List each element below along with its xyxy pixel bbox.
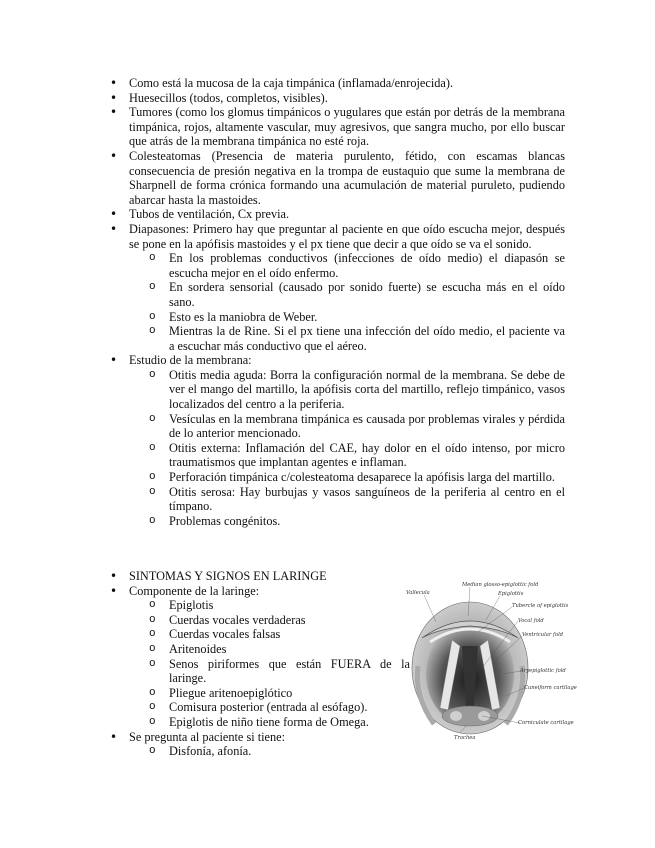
sub-list [149,744,410,759]
sub-item: o Esto es la maniobra de Weber. [149,310,565,325]
sub-item: o Perforación timpánica c/colesteatoma desaparece la apófisis larga del martillo. [149,470,565,485]
bullet-item [110,91,565,106]
label-tubercle: Tubercle of epiglottis [512,603,569,609]
label-median-fold: Median glosso-epiglottic fold [462,582,539,588]
bullet-item [110,353,565,528]
bullet-item [110,76,565,91]
sub-list [149,368,565,529]
sub-item: o Otitis externa: Inflamación del CAE, hay dolor en el oído intenso, por micro traumatismos que implantan agentes e inflaman. [149,441,565,470]
label-cuneiform: Cuneiform cartilage [524,685,577,691]
sub-item: o Otitis serosa: Hay burbujas y vasos sanguíneos de la periferia al centro en el tímpano. [149,485,565,514]
bullet-item [110,569,410,584]
label-epiglottis: Epiglottis [498,591,524,597]
label-aryepiglottic-fold: Aryepiglottic fold [520,668,566,674]
sub-list [149,598,410,729]
label-ventricular-fold: Ventricular fold [522,632,564,638]
sub-item: o Vesículas en la membrana timpánica es causada por problemas virales y pérdida de lo anterior mencionado. [149,412,565,441]
bullet-text: Se pregunta al paciente si tiene: [129,729,286,744]
bullet-text: Estudio de la membrana: [129,353,252,368]
bullet-text: Componente de la laringe: [129,583,260,598]
bullet-text: SINTOMAS Y SIGNOS EN LARINGE [129,569,327,583]
sub-item: o Senos piriformes que están FUERA de la laringe. [149,657,410,686]
label-trachea: Trachea [454,735,476,741]
bullet-item [110,149,565,207]
larynx-drawing [412,602,528,734]
label-corniculate: Corniculate cartilage [518,720,574,726]
bullet-text: Tubos de ventilación, Cx previa. [129,207,290,222]
bullet-item [110,730,410,759]
label-vocal-fold: Vocal fold [518,618,544,624]
bullet-item [110,584,410,730]
bullet-text: Tumores (como los glomus timpánicos o yugulares que están por detrás de la membrana timpánica, rojos, altamente vascular, muy agresivos, que sangra mucho, por ello buscar que atrás de la membrana timpánica no esté roja. [129,105,565,149]
sub-list [149,251,565,353]
label-vallecula: Vallecula [406,590,430,596]
sub-item: o Epiglotis [149,598,410,613]
sub-item: o Comisura posterior (entrada al esófago). [149,700,410,715]
sub-item: o Mientras la de Rine. Si el px tiene una infección del oído medio, el paciente va a escuchar más conductivo que el aéreo. [149,324,565,353]
sub-item: o Epiglotis de niño tiene forma de Omega. [149,715,410,730]
sub-item: o Problemas congénitos. [149,514,565,529]
sub-item: o Pliegue aritenoepiglótico [149,686,410,701]
bullet-text: Como está la mucosa de la caja timpánica (inflamada/enrojecida). [129,76,454,90]
sub-item: o Disfonía, afonía. [149,744,410,759]
bullet-item [110,222,565,353]
sub-item: o Otitis media aguda: Borra la configuración normal de la membrana. Se debe de ver el mango del martillo, la apófisis corta del martillo, reflejo timpánico, vasos localizados del centro a la periferia. [149,368,565,412]
sub-item: o Aritenoides [149,642,410,657]
notes-list-oido [110,76,565,528]
bullet-text: Colesteatomas (Presencia de materia purulento, fétido, con escamas blancas consecuencia de presión negativa en la trompa de eustaquio que sume la membrana de Sharpnell de forma crónica formando una acumulación de material puruleto, pudiendo abarcar hasta la mastoides. [129,148,565,207]
sub-item: o Cuerdas vocales verdaderas [149,613,410,628]
bullet-text: Huesecillos (todos, completos, visibles). [129,90,328,105]
notes-list-laringe [110,569,410,759]
bullet-text: Diapasones: Primero hay que preguntar al paciente en que oído escucha mejor, después se pone en la apófisis mastoides y el px tiene que decir a que oído se va el sonido. [129,221,565,251]
bullet-item [110,105,565,149]
sub-item: o En sordera sensorial (causado por sonido fuerte) se escucha más en el oído sano. [149,280,565,309]
larynx-illustration [400,576,580,742]
bullet-item [110,207,565,222]
sub-item: o En los problemas conductivos (infecciones de oído medio) el diapasón se escucha mejor en el oído enfermo. [149,251,565,280]
sub-item: o Cuerdas vocales falsas [149,627,410,642]
